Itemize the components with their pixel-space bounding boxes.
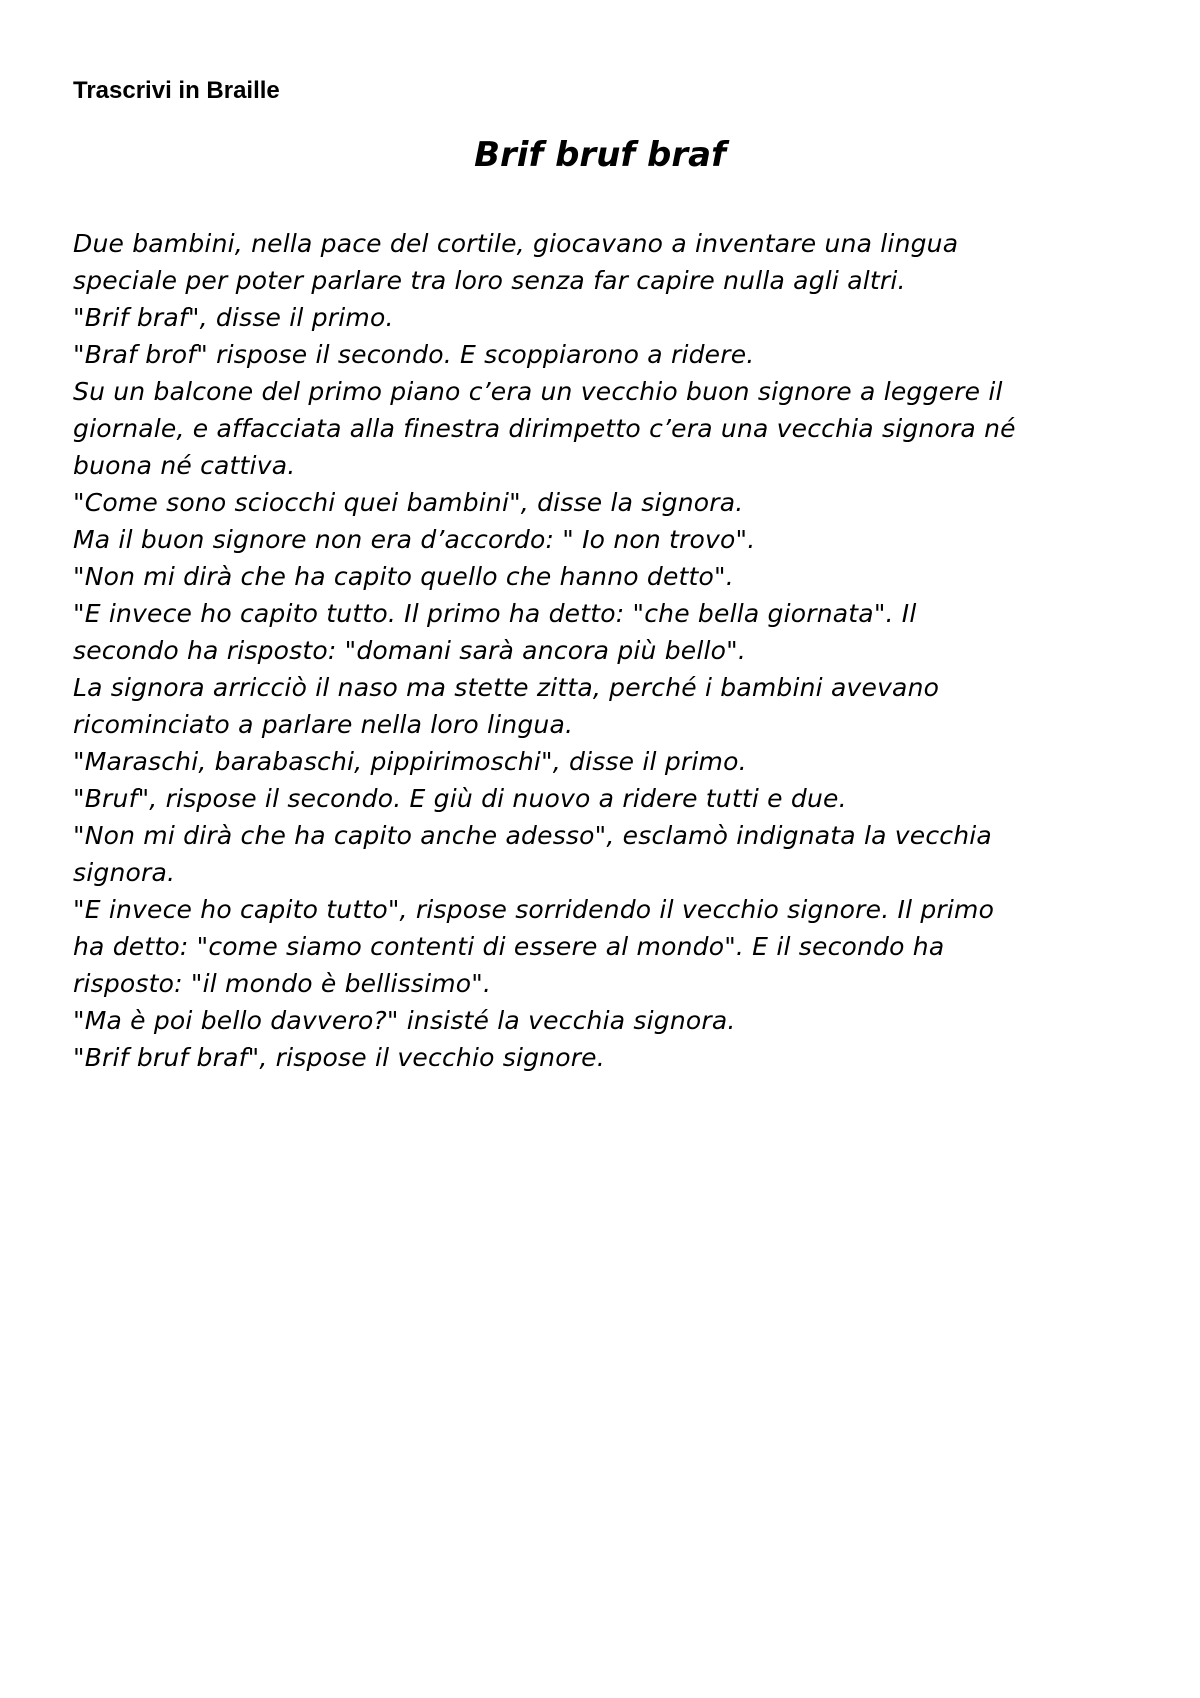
text-line: speciale per poter parlare tra loro senza far capire nulla agli altri. — [73, 266, 906, 295]
text-line: "Ma è poi bello davvero?" insisté la vecchia signora. — [73, 1006, 736, 1035]
text-line: "Brif braf", disse il primo. — [73, 303, 394, 332]
text-line: "Brif bruf braf", rispose il vecchio signore. — [73, 1043, 605, 1072]
text-line: "Braf brof" rispose il secondo. E scoppiarono a ridere. — [73, 340, 755, 369]
text-line: "E invece ho capito tutto. Il primo ha detto: "che bella giornata". Il — [73, 599, 917, 628]
text-line: Ma il buon signore non era d’accordo: " Io non trovo". — [73, 525, 756, 554]
text-line: risposto: "il mondo è bellissimo". — [73, 969, 492, 998]
text-line: "Non mi dirà che ha capito anche adesso", esclamò indignata la vecchia — [73, 821, 992, 850]
text-line: "Bruf", rispose il secondo. E giù di nuovo a ridere tutti e due. — [73, 784, 847, 813]
exercise-heading: Trascrivi in Braille — [73, 77, 280, 104]
text-line: secondo ha risposto: "domani sarà ancora più bello". — [73, 636, 747, 665]
text-line: "Non mi dirà che ha capito quello che hanno detto". — [73, 562, 734, 591]
story-body — [73, 225, 1153, 1076]
text-line: Due bambini, nella pace del cortile, giocavano a inventare una lingua — [73, 229, 959, 258]
text-line: "Maraschi, barabaschi, pippirimoschi", disse il primo. — [73, 747, 747, 776]
text-line: Su un balcone del primo piano c’era un vecchio buon signore a leggere il — [73, 377, 1003, 406]
text-line: La signora arricciò il naso ma stette zitta, perché i bambini avevano — [73, 673, 940, 702]
text-line: giornale, e affacciata alla finestra dirimpetto c’era una vecchia signora né — [73, 414, 1016, 443]
text-line: signora. — [73, 858, 176, 887]
text-line: "Come sono sciocchi quei bambini", disse la signora. — [73, 488, 744, 517]
story-title: Brif bruf braf — [474, 135, 726, 175]
text-line: ha detto: "come siamo contenti di essere al mondo". E il secondo ha — [73, 932, 945, 961]
text-line: "E invece ho capito tutto", rispose sorridendo il vecchio signore. Il primo — [73, 895, 995, 924]
text-line: ricominciato a parlare nella loro lingua. — [73, 710, 574, 739]
text-line: buona né cattiva. — [73, 451, 296, 480]
